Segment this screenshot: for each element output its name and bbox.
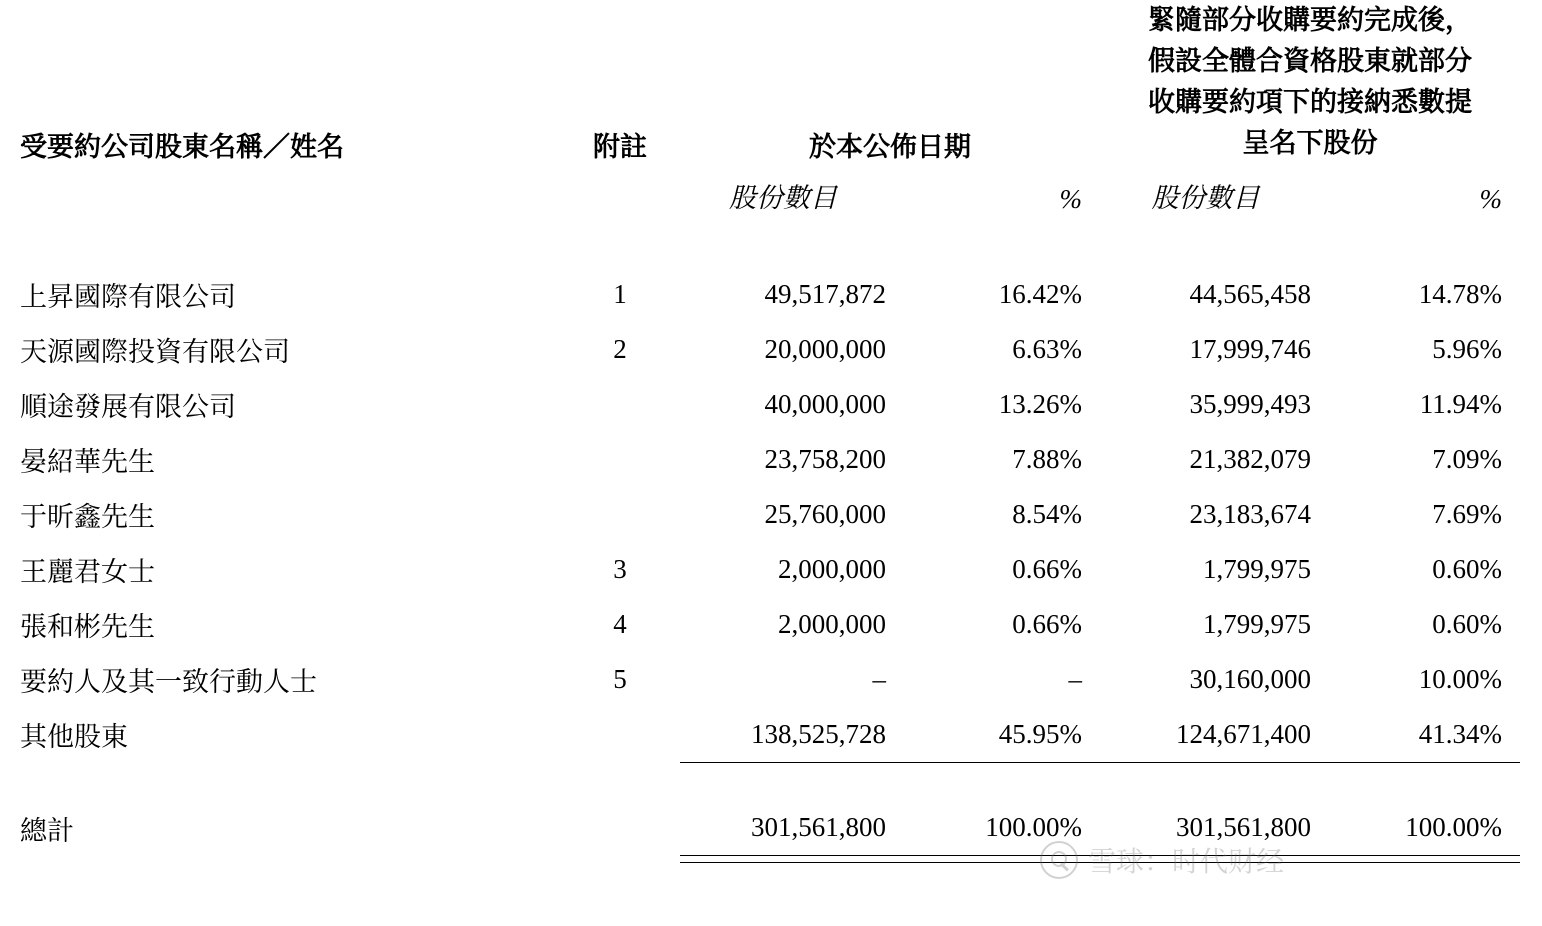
row-shares-2: 17,999,746: [1189, 334, 1311, 364]
row-shares-2: 44,565,458: [1189, 279, 1311, 309]
row-note: [560, 707, 680, 762]
row-shares-1: 23,758,200: [764, 444, 886, 474]
header-note: 附註: [593, 132, 647, 162]
row-note: 2: [613, 334, 627, 364]
spacer-cell: [20, 221, 560, 267]
shareholding-table: [20, 0, 1520, 863]
table-row: [20, 487, 1520, 542]
row-pct-1: 0.66%: [1012, 609, 1082, 639]
double-rule-pct-2: [1325, 856, 1520, 863]
subheader-shares-1: 股份數目: [729, 183, 837, 213]
total-label: 總計: [20, 815, 74, 846]
row-note: 5: [613, 664, 627, 694]
row-name: 順途發展有限公司: [20, 392, 236, 422]
total-pct-2: 100.00%: [1325, 801, 1520, 856]
row-shares-2: 23,183,674: [1189, 499, 1311, 529]
row-name: 晏紹華先生: [20, 447, 155, 477]
row-pct-2: 5.96%: [1432, 334, 1502, 364]
row-shares-1: –: [872, 664, 886, 694]
row-note: [560, 487, 680, 542]
table-row: [20, 652, 1520, 707]
total-double-rule-row: [20, 856, 1520, 863]
row-pct-1: –: [1068, 664, 1082, 694]
row-pct-2: 10.00%: [1418, 664, 1502, 694]
row-shares-1: 25,760,000: [764, 499, 886, 529]
total-shares-2: 301,561,800: [1100, 801, 1325, 856]
table-row: [20, 597, 1520, 652]
row-name: 張和彬先生: [20, 612, 155, 642]
total-shares-1: 301,561,800: [680, 801, 900, 856]
double-rule-shares-2: [1100, 856, 1325, 863]
header-as-of-date: 於本公佈日期: [809, 132, 971, 162]
spacer-cell: [1325, 221, 1520, 267]
row-name: 其他股東: [20, 722, 128, 752]
spacer-cell: [680, 221, 900, 267]
double-rule-shares-1: [680, 856, 900, 863]
row-pct-2: 0.60%: [1432, 609, 1502, 639]
header-row-top: [20, 0, 1520, 168]
row-shares-1: 2,000,000: [778, 609, 886, 639]
subheader-shares-2: 股份數目: [1151, 183, 1260, 213]
total-pct-1: 100.00%: [900, 801, 1100, 856]
row-name: 天源國際投資有限公司: [20, 337, 290, 367]
row-shares-2: 30,160,000: [1189, 664, 1311, 694]
subheader-pct-1: %: [1059, 184, 1082, 214]
header-spacer-row: [20, 221, 1520, 267]
row-pct-2: 41.34%: [1325, 707, 1520, 762]
spacer-cell: [560, 762, 680, 801]
table-row: [20, 542, 1520, 597]
row-pct-1: 6.63%: [1012, 334, 1082, 364]
row-name: 要約人及其一致行動人士: [20, 667, 317, 697]
row-pct-2: 7.09%: [1432, 444, 1502, 474]
row-note: [560, 432, 680, 487]
row-note: 1: [613, 279, 627, 309]
spacer-cell: [560, 221, 680, 267]
header-row-sub: [20, 168, 1520, 221]
header-after-offer: [1100, 0, 1520, 168]
row-name: 王麗君女士: [20, 557, 155, 587]
row-pct-2: 11.94%: [1419, 389, 1502, 419]
row-shares-1: 49,517,872: [764, 279, 886, 309]
row-name: 于昕鑫先生: [20, 502, 155, 532]
table-row: [20, 377, 1520, 432]
table-row: [20, 322, 1520, 377]
row-pct-2: 0.60%: [1432, 554, 1502, 584]
spacer-cell: [900, 221, 1100, 267]
row-shares-2: 124,671,400: [1100, 707, 1325, 762]
row-pct-1: 16.42%: [998, 279, 1082, 309]
row-shares-1: 138,525,728: [680, 707, 900, 762]
spacer-cell: [1325, 762, 1520, 801]
spacer-cell: [680, 762, 900, 801]
spacer-cell: [1100, 762, 1325, 801]
row-pct-2: 7.69%: [1432, 499, 1502, 529]
row-pct-2: 14.78%: [1418, 279, 1502, 309]
row-pct-1: 45.95%: [900, 707, 1100, 762]
total-gap-row: [20, 762, 1520, 801]
row-pct-1: 8.54%: [1012, 499, 1082, 529]
row-pct-1: 0.66%: [1012, 554, 1082, 584]
subheader-blank-note: [560, 168, 680, 221]
subheader-pct-2: %: [1479, 184, 1502, 214]
watermark-text: 雪球：时代财经: [1088, 846, 1285, 877]
header-after-offer-line-3: 收購要約項下的接納悉數提: [1148, 87, 1472, 117]
row-shares-2: 21,382,079: [1189, 444, 1311, 474]
spacer-cell: [560, 856, 680, 863]
row-name: 上昇國際有限公司: [20, 282, 236, 312]
table-body: [20, 267, 1520, 863]
row-note: 4: [613, 609, 627, 639]
row-shares-2: 35,999,493: [1189, 389, 1311, 419]
total-note: [560, 801, 680, 856]
row-shares-1: 2,000,000: [778, 554, 886, 584]
table-header: [20, 0, 1520, 267]
spacer-cell: [20, 856, 560, 863]
header-shareholder-name: 受要約公司股東名稱／姓名: [20, 132, 344, 162]
row-pct-1: 7.88%: [1012, 444, 1082, 474]
spacer-cell: [900, 762, 1100, 801]
double-rule-pct-1: [900, 856, 1100, 863]
row-note: [560, 377, 680, 432]
row-note: 3: [613, 554, 627, 584]
total-row: [20, 801, 1520, 856]
table-row: [20, 267, 1520, 322]
row-shares-2: 1,799,975: [1203, 609, 1311, 639]
table-row: [20, 707, 1520, 762]
table-row: [20, 432, 1520, 487]
row-shares-1: 20,000,000: [764, 334, 886, 364]
header-after-offer-line-2: 假設全體合資格股東就部分: [1148, 46, 1472, 76]
subheader-blank-name: [20, 168, 560, 221]
row-pct-1: 13.26%: [998, 389, 1082, 419]
row-shares-1: 40,000,000: [764, 389, 886, 419]
header-after-offer-line-1: 緊隨部分收購要約完成後，: [1148, 5, 1472, 35]
spacer-cell: [20, 762, 560, 801]
row-shares-2: 1,799,975: [1203, 554, 1311, 584]
header-after-offer-line-4: 呈名下股份: [1242, 128, 1378, 158]
spacer-cell: [1100, 221, 1325, 267]
